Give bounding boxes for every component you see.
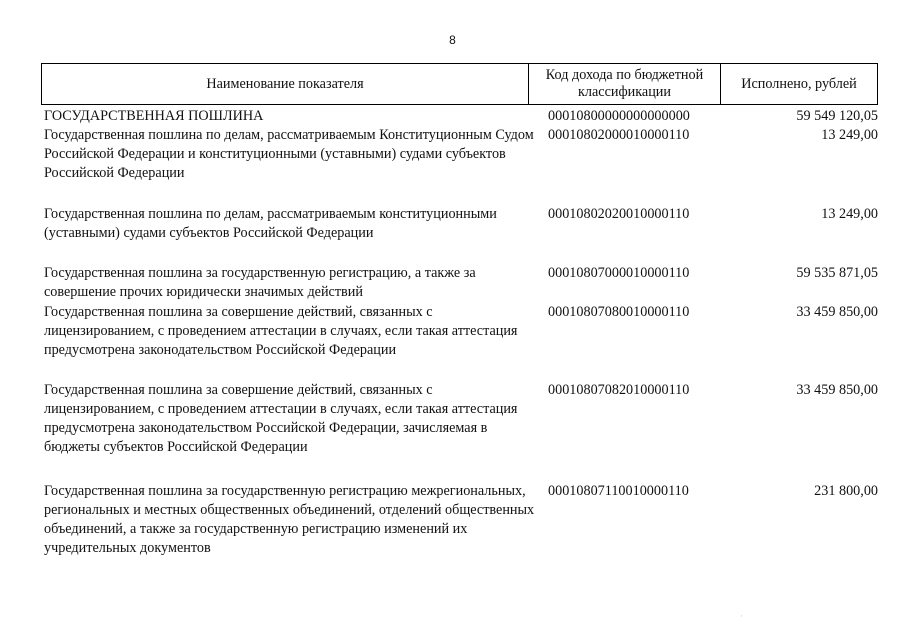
row-name: Государственная пошлина за государственную регистрацию межрегиональных, региональных и местных общественных объединений, отделений общественных объединений, а также за государственную регистрацию изменений их учредительных документов bbox=[44, 483, 535, 556]
table-header bbox=[41, 63, 878, 105]
row-amount: 59 535 871,05 bbox=[796, 265, 878, 281]
row-amount: 33 459 850,00 bbox=[796, 304, 878, 320]
row-amount: 33 459 850,00 bbox=[796, 382, 878, 398]
row-name: Государственная пошлина по делам, рассматриваемым Конституционным Судом Российской Федерации и конституционными (уставными) судами субъектов Российской Федерации bbox=[44, 127, 534, 181]
row-name: ГОСУДАРСТВЕННАЯ ПОШЛИНА bbox=[44, 108, 264, 124]
header-amount-column: Исполнено, рублей bbox=[741, 75, 857, 92]
row-name: Государственная пошлина за государственную регистрацию, а также за совершение прочих юридически значимых действий bbox=[44, 265, 476, 300]
row-amount: 13 249,00 bbox=[821, 206, 878, 222]
row-amount: 231 800,00 bbox=[814, 483, 878, 499]
row-code: 00010807082010000110 bbox=[548, 382, 690, 398]
row-amount: 59 549 120,05 bbox=[796, 108, 878, 124]
row-name: Государственная пошлина за совершение действий, связанных с лицензированием, с проведением аттестации в случаях, если такая аттестация предусмотрена законодательством Российской Федерации, зачисляемая в бюджеты субъектов Российской Федерации bbox=[44, 382, 518, 455]
row-code: 00010802020010000110 bbox=[548, 206, 690, 222]
row-code: 00010802000010000110 bbox=[548, 127, 690, 143]
row-code: 00010807080010000110 bbox=[548, 304, 690, 320]
row-code: 00010807110010000110 bbox=[548, 483, 689, 499]
row-name: Государственная пошлина по делам, рассматриваемым конституционными (уставными) судами субъектов Российской Федерации bbox=[44, 206, 497, 241]
row-amount: 13 249,00 bbox=[821, 127, 878, 143]
header-code-column: Код дохода по бюджетной классификации bbox=[529, 64, 721, 104]
row-name: Государственная пошлина за совершение действий, связанных с лицензированием, с проведением аттестации в случаях, если такая аттестация предусмотрена законодательством Российской Федерации bbox=[44, 304, 518, 358]
row-code: 00010807000010000110 bbox=[548, 265, 690, 281]
row-code: 00010800000000000000 bbox=[548, 108, 690, 124]
page-number: 8 bbox=[449, 33, 456, 47]
header-name-column: Наименование показателя bbox=[42, 64, 529, 104]
scan-artifact: · bbox=[740, 611, 743, 621]
